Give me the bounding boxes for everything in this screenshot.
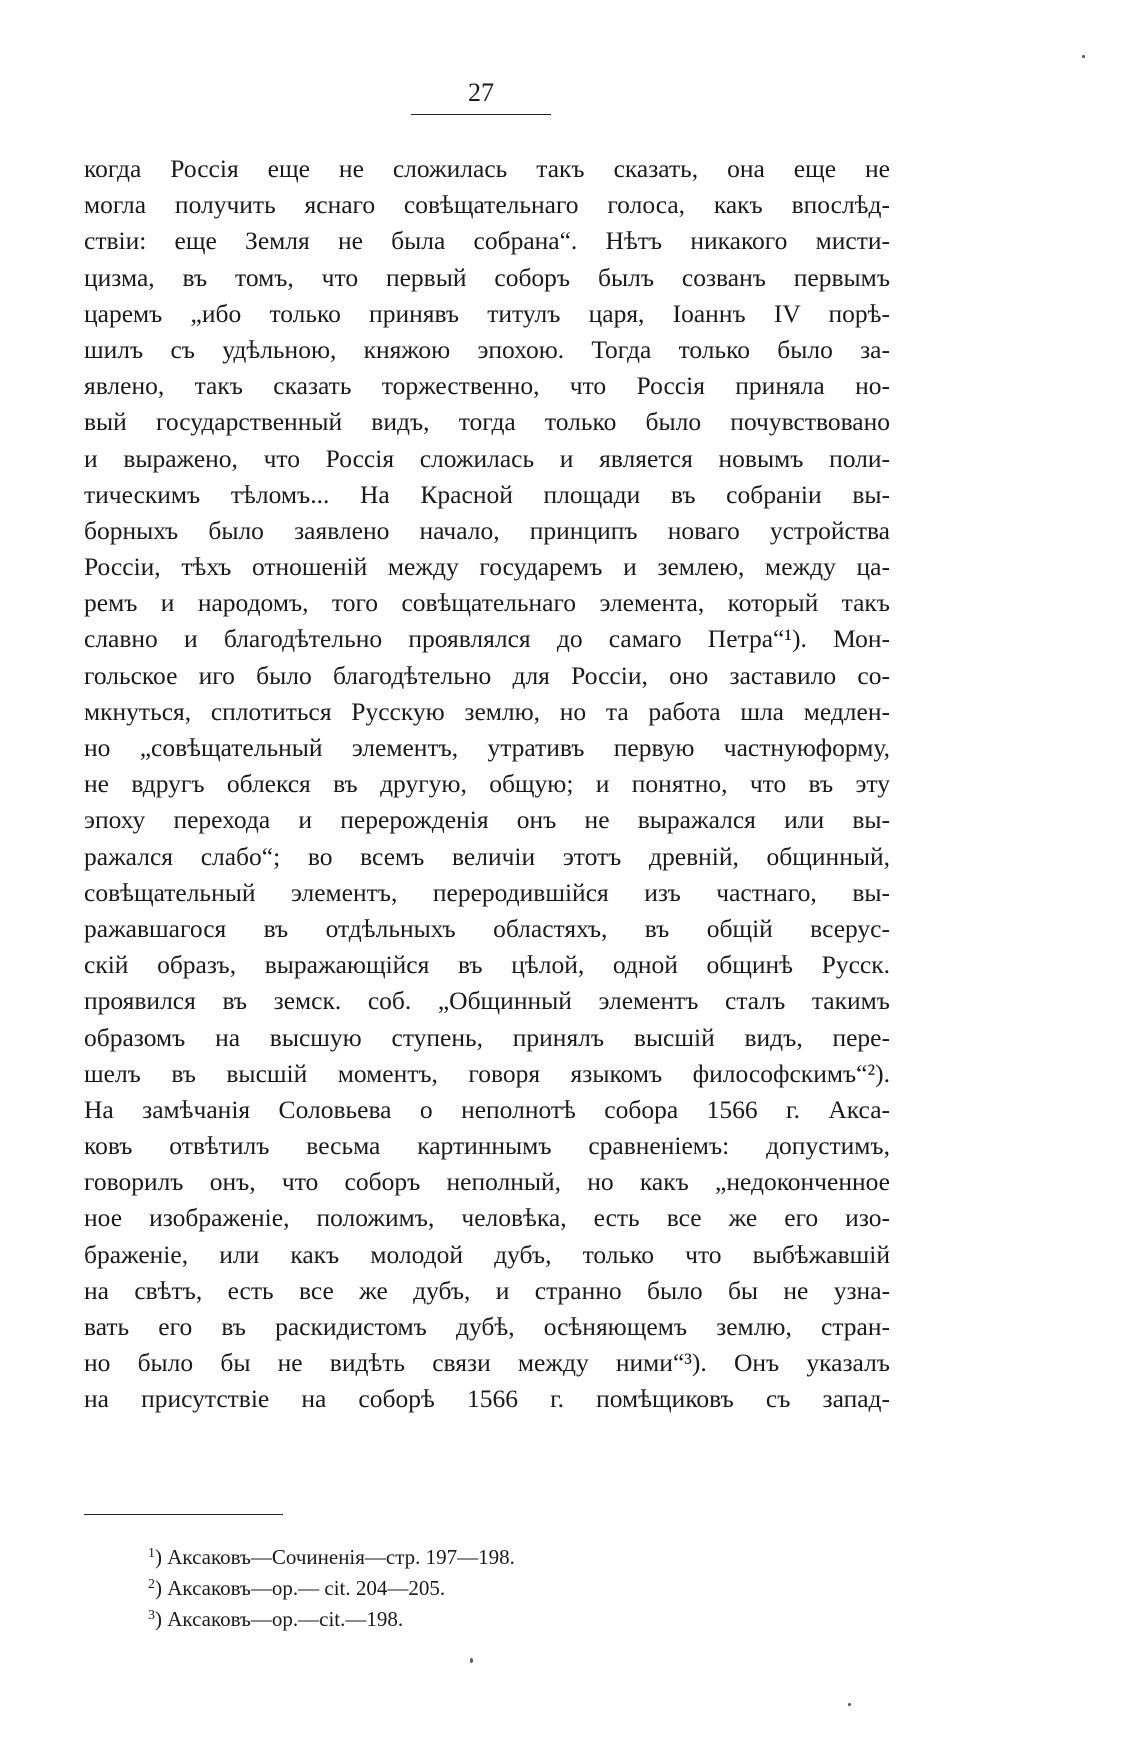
body-text-line: образомъ на высшую ступень, принялъ высшій видъ, пере- (84, 1022, 890, 1052)
body-text-line: когда Россія еще не сложилась такъ сказать, она еще не (84, 154, 890, 183)
body-text-line: ремъ и народомъ, того совѣщательнаго элемента, который такъ (84, 588, 890, 618)
body-text-line: но „совѣщательный элементъ, утративъ первую частнуюформу, (84, 733, 890, 762)
footnote-text: ) Аксаковъ—Сочиненія—стр. 197—198. (155, 1545, 515, 1569)
body-text-line: Россіи, тѣхъ отношеній между государемъ и землею, между ца- (84, 552, 890, 582)
footnote (148, 1538, 748, 1569)
main-text (84, 151, 890, 1418)
body-text-line: говорилъ онъ, что соборъ неполный, но какъ „недоконченное (84, 1167, 890, 1197)
page-number-rule (411, 114, 551, 115)
body-text-line: вать его въ раскидистомъ дубѣ, осѣняющемъ землю, стран- (84, 1312, 890, 1341)
body-text-line: ражался слабо“; во всемъ величіи этотъ древній, общинный, (84, 841, 890, 871)
body-text-line: явлено, такъ сказать торжественно, что Россія приняла но- (84, 371, 890, 401)
body-text-line: мкнуться, сплотиться Русскую землю, но та работа шла медлен- (84, 696, 890, 726)
footnote-mark: 1 (148, 1546, 155, 1561)
body-text-line: царемъ „ибо только принявъ титулъ царя, Іоаннъ IV порѣ- (84, 298, 890, 328)
body-text-line: ствіи: еще Земля не была собрана“. Нѣтъ никакого мисти- (84, 226, 890, 256)
body-text-line: на свѣтъ, есть все же дубъ, и странно было бы не узна- (84, 1275, 890, 1305)
body-text-line: ное изображеніе, положимъ, человѣка, есть все же его изо- (84, 1203, 890, 1233)
footnote (148, 1569, 748, 1600)
body-text-line: но было бы не видѣть связи между ними“³). Онъ указалъ (84, 1348, 890, 1378)
body-text-line: вый государственный видъ, тогда только было почувствовано (84, 407, 890, 437)
body-text-line: На замѣчанія Соловьева о неполнотѣ собора 1566 г. Акса- (84, 1094, 890, 1124)
body-text-line: не вдругъ облекся въ другую, общую; и понятно, что въ эту (84, 769, 890, 799)
footnotes (148, 1538, 748, 1631)
body-text-line: тическимъ тѣломъ... На Красной площади въ собраніи вы- (84, 479, 890, 509)
body-text-line: славно и благодѣтельно проявлялся до самаго Петра“¹). Мон- (84, 624, 890, 654)
body-text-line: ражавшагося въ отдѣльныхъ областяхъ, въ общій всерус- (84, 913, 890, 943)
body-text-line: шилъ съ удѣльною, княжою эпохою. Тогда только было за- (84, 334, 890, 364)
footnote (148, 1600, 748, 1631)
body-text-line: гольское иго было благодѣтельно для Россіи, оно заставило со- (84, 660, 890, 690)
body-text-line: и выражено, что Россія сложилась и является новымъ поли- (84, 443, 890, 473)
paper-speck (1082, 55, 1085, 58)
body-text-line: цизма, въ томъ, что первый соборъ былъ созванъ первымъ (84, 262, 890, 292)
body-text-line: проявился въ земск. соб. „Общинный элементъ сталъ такимъ (84, 986, 890, 1016)
body-text-line: скій образъ, выражающійся въ цѣлой, одной общинѣ Русск. (84, 950, 890, 980)
body-text-line: ковъ отвѣтилъ весьма картиннымъ сравненіемъ: допустимъ, (84, 1131, 890, 1161)
footnote-text: ) Аксаковъ—ор.—cit.—198. (155, 1607, 404, 1631)
body-text-line: браженіе, или какъ молодой дубъ, только что выбѣжавшій (84, 1239, 890, 1269)
body-text-line: шелъ въ высшій моментъ, говоря языкомъ философскимъ“²). (84, 1058, 890, 1088)
body-text-line: эпоху перехода и перерожденія онъ не выражался или вы- (84, 805, 890, 835)
body-text-line: совѣщательный элементъ, переродившійся изъ частнаго, вы- (84, 877, 890, 907)
footnote-rule (84, 1514, 283, 1515)
paper-speck (470, 1658, 473, 1663)
body-text-line: на присутствіе на соборѣ 1566 г. помѣщиковъ съ запад- (84, 1384, 890, 1414)
footnote-mark: 3 (148, 1608, 155, 1623)
page-number: 27 (468, 78, 494, 107)
footnote-text: ) Аксаковъ—ор.— cit. 204—205. (155, 1576, 446, 1600)
body-text-line: борныхъ было заявлено начало, принципъ новаго устройства (84, 515, 890, 545)
body-text-line: могла получить яснаго совѣщательнаго голоса, какъ впослѣд- (84, 190, 890, 220)
footnote-mark: 2 (148, 1577, 155, 1592)
paper-speck (848, 1703, 851, 1706)
